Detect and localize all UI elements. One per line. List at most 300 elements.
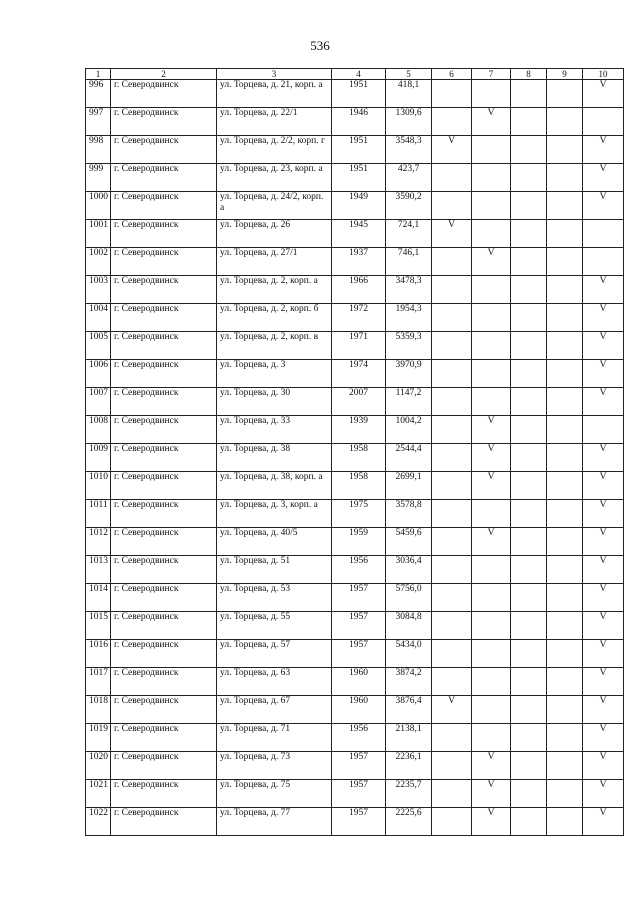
- row-number: 1017: [86, 668, 111, 696]
- city-cell: г. Северодвинск: [111, 556, 217, 584]
- column-9-mark: [547, 612, 583, 640]
- column-header: 7: [472, 69, 511, 80]
- table-row: [86, 192, 624, 220]
- table-row: [86, 444, 624, 472]
- area-cell: 1954,3: [386, 304, 432, 332]
- table-row: [86, 276, 624, 304]
- column-8-mark: [511, 528, 547, 556]
- column-7-mark: [472, 668, 511, 696]
- row-number: 1009: [86, 444, 111, 472]
- column-6-mark: [432, 164, 472, 192]
- column-9-mark: [547, 332, 583, 360]
- column-6-mark: [432, 752, 472, 780]
- area-cell: 3970,9: [386, 360, 432, 388]
- column-8-mark: [511, 612, 547, 640]
- column-10-mark: V: [583, 556, 624, 584]
- area-cell: 423,7: [386, 164, 432, 192]
- column-7-mark: [472, 136, 511, 164]
- table-row: [86, 360, 624, 388]
- column-9-mark: [547, 724, 583, 752]
- column-9-mark: [547, 416, 583, 444]
- year-cell: 1958: [332, 444, 386, 472]
- row-number: 1016: [86, 640, 111, 668]
- column-7-mark: V: [472, 248, 511, 276]
- address-cell: ул. Торцева, д. 57: [217, 640, 332, 668]
- address-cell: ул. Торцева, д. 21, корп. а: [217, 80, 332, 108]
- row-number: 1019: [86, 724, 111, 752]
- column-10-mark: [583, 220, 624, 248]
- column-8-mark: [511, 640, 547, 668]
- column-7-mark: [472, 724, 511, 752]
- table-row: [86, 388, 624, 416]
- column-9-mark: [547, 192, 583, 220]
- year-cell: 1957: [332, 808, 386, 836]
- table-row: [86, 500, 624, 528]
- year-cell: 1945: [332, 220, 386, 248]
- year-cell: 1949: [332, 192, 386, 220]
- column-9-mark: [547, 164, 583, 192]
- row-number: 1007: [86, 388, 111, 416]
- row-number: 1013: [86, 556, 111, 584]
- city-cell: г. Северодвинск: [111, 528, 217, 556]
- area-cell: 3876,4: [386, 696, 432, 724]
- column-7-mark: V: [472, 472, 511, 500]
- column-7-mark: [472, 612, 511, 640]
- column-9-mark: [547, 808, 583, 836]
- address-cell: ул. Торцева, д. 53: [217, 584, 332, 612]
- year-cell: 1960: [332, 696, 386, 724]
- column-7-mark: [472, 556, 511, 584]
- table-row: [86, 80, 624, 108]
- year-cell: 1966: [332, 276, 386, 304]
- address-cell: ул. Торцева, д. 71: [217, 724, 332, 752]
- city-cell: г. Северодвинск: [111, 444, 217, 472]
- area-cell: 5434,0: [386, 640, 432, 668]
- column-header: 6: [432, 69, 472, 80]
- column-header: 10: [583, 69, 624, 80]
- table-row: [86, 472, 624, 500]
- column-8-mark: [511, 500, 547, 528]
- table-row: [86, 248, 624, 276]
- city-cell: г. Северодвинск: [111, 612, 217, 640]
- header-row: [86, 69, 624, 80]
- area-cell: 2138,1: [386, 724, 432, 752]
- column-8-mark: [511, 808, 547, 836]
- area-cell: 1004,2: [386, 416, 432, 444]
- year-cell: 1951: [332, 80, 386, 108]
- row-number: 998: [86, 136, 111, 164]
- city-cell: г. Северодвинск: [111, 220, 217, 248]
- column-8-mark: [511, 696, 547, 724]
- area-cell: 1309,6: [386, 108, 432, 136]
- column-8-mark: [511, 136, 547, 164]
- column-9-mark: [547, 780, 583, 808]
- column-8-mark: [511, 80, 547, 108]
- column-8-mark: [511, 360, 547, 388]
- column-10-mark: [583, 108, 624, 136]
- column-6-mark: [432, 444, 472, 472]
- column-8-mark: [511, 444, 547, 472]
- column-10-mark: [583, 416, 624, 444]
- area-cell: 3548,3: [386, 136, 432, 164]
- column-10-mark: V: [583, 444, 624, 472]
- row-number: 999: [86, 164, 111, 192]
- address-cell: ул. Торцева, д. 51: [217, 556, 332, 584]
- area-cell: 2225,6: [386, 808, 432, 836]
- table-row: [86, 696, 624, 724]
- column-6-mark: [432, 528, 472, 556]
- column-7-mark: [472, 500, 511, 528]
- year-cell: 1946: [332, 108, 386, 136]
- column-7-mark: V: [472, 780, 511, 808]
- column-10-mark: V: [583, 752, 624, 780]
- column-7-mark: V: [472, 752, 511, 780]
- area-cell: 3590,2: [386, 192, 432, 220]
- column-10-mark: V: [583, 528, 624, 556]
- column-10-mark: V: [583, 500, 624, 528]
- row-number: 1021: [86, 780, 111, 808]
- column-7-mark: [472, 696, 511, 724]
- year-cell: 1959: [332, 528, 386, 556]
- column-6-mark: [432, 612, 472, 640]
- year-cell: 1957: [332, 640, 386, 668]
- column-7-mark: [472, 304, 511, 332]
- column-9-mark: [547, 668, 583, 696]
- column-10-mark: V: [583, 696, 624, 724]
- row-number: 1005: [86, 332, 111, 360]
- column-7-mark: [472, 220, 511, 248]
- column-10-mark: V: [583, 332, 624, 360]
- area-cell: 2235,7: [386, 780, 432, 808]
- year-cell: 1971: [332, 332, 386, 360]
- year-cell: 1951: [332, 136, 386, 164]
- address-cell: ул. Торцева, д. 30: [217, 388, 332, 416]
- address-cell: ул. Торцева, д. 24/2, корп. а: [217, 192, 332, 220]
- column-9-mark: [547, 80, 583, 108]
- column-7-mark: [472, 584, 511, 612]
- year-cell: 1975: [332, 500, 386, 528]
- city-cell: г. Северодвинск: [111, 360, 217, 388]
- column-10-mark: V: [583, 724, 624, 752]
- column-8-mark: [511, 108, 547, 136]
- row-number: 1012: [86, 528, 111, 556]
- area-cell: 746,1: [386, 248, 432, 276]
- row-number: 1011: [86, 500, 111, 528]
- column-8-mark: [511, 416, 547, 444]
- column-10-mark: V: [583, 808, 624, 836]
- column-8-mark: [511, 556, 547, 584]
- column-6-mark: [432, 276, 472, 304]
- column-6-mark: [432, 80, 472, 108]
- area-cell: 724,1: [386, 220, 432, 248]
- address-cell: ул. Торцева, д. 23, корп. а: [217, 164, 332, 192]
- column-9-mark: [547, 752, 583, 780]
- city-cell: г. Северодвинск: [111, 696, 217, 724]
- column-9-mark: [547, 220, 583, 248]
- column-9-mark: [547, 696, 583, 724]
- area-cell: 3478,3: [386, 276, 432, 304]
- registry-table: [85, 68, 624, 836]
- area-cell: 5756,0: [386, 584, 432, 612]
- column-7-mark: [472, 640, 511, 668]
- column-10-mark: V: [583, 668, 624, 696]
- column-header: 9: [547, 69, 583, 80]
- column-7-mark: [472, 80, 511, 108]
- city-cell: г. Северодвинск: [111, 304, 217, 332]
- city-cell: г. Северодвинск: [111, 584, 217, 612]
- column-8-mark: [511, 752, 547, 780]
- column-10-mark: V: [583, 304, 624, 332]
- column-7-mark: V: [472, 108, 511, 136]
- city-cell: г. Северодвинск: [111, 752, 217, 780]
- year-cell: 1951: [332, 164, 386, 192]
- year-cell: 1937: [332, 248, 386, 276]
- city-cell: г. Северодвинск: [111, 136, 217, 164]
- column-6-mark: [432, 780, 472, 808]
- row-number: 1001: [86, 220, 111, 248]
- area-cell: 3084,8: [386, 612, 432, 640]
- address-cell: ул. Торцева, д. 2, корп. в: [217, 332, 332, 360]
- column-8-mark: [511, 248, 547, 276]
- address-cell: ул. Торцева, д. 67: [217, 696, 332, 724]
- column-6-mark: [432, 304, 472, 332]
- table-row: [86, 416, 624, 444]
- table-row: [86, 108, 624, 136]
- table-row: [86, 808, 624, 836]
- address-cell: ул. Торцева, д. 33: [217, 416, 332, 444]
- column-header: 4: [332, 69, 386, 80]
- row-number: 1004: [86, 304, 111, 332]
- column-10-mark: V: [583, 780, 624, 808]
- column-6-mark: V: [432, 220, 472, 248]
- column-9-mark: [547, 276, 583, 304]
- area-cell: 2236,1: [386, 752, 432, 780]
- column-6-mark: [432, 332, 472, 360]
- year-cell: 1974: [332, 360, 386, 388]
- column-9-mark: [547, 556, 583, 584]
- row-number: 1015: [86, 612, 111, 640]
- city-cell: г. Северодвинск: [111, 780, 217, 808]
- address-cell: ул. Торцева, д. 40/5: [217, 528, 332, 556]
- column-9-mark: [547, 444, 583, 472]
- table-row: [86, 668, 624, 696]
- column-6-mark: [432, 472, 472, 500]
- column-6-mark: [432, 500, 472, 528]
- city-cell: г. Северодвинск: [111, 388, 217, 416]
- column-header: 1: [86, 69, 111, 80]
- column-9-mark: [547, 248, 583, 276]
- column-9-mark: [547, 472, 583, 500]
- table-row: [86, 752, 624, 780]
- area-cell: 5459,6: [386, 528, 432, 556]
- table-row: [86, 164, 624, 192]
- column-8-mark: [511, 304, 547, 332]
- year-cell: 1957: [332, 612, 386, 640]
- address-cell: ул. Торцева, д. 26: [217, 220, 332, 248]
- column-10-mark: V: [583, 136, 624, 164]
- page-number: 536: [310, 38, 330, 53]
- column-9-mark: [547, 584, 583, 612]
- table-row: [86, 332, 624, 360]
- city-cell: г. Северодвинск: [111, 724, 217, 752]
- column-6-mark: [432, 108, 472, 136]
- city-cell: г. Северодвинск: [111, 192, 217, 220]
- table-row: [86, 584, 624, 612]
- address-cell: ул. Торцева, д. 3: [217, 360, 332, 388]
- row-number: 1020: [86, 752, 111, 780]
- column-6-mark: V: [432, 136, 472, 164]
- city-cell: г. Северодвинск: [111, 808, 217, 836]
- year-cell: 1957: [332, 780, 386, 808]
- row-number: 1006: [86, 360, 111, 388]
- city-cell: г. Северодвинск: [111, 500, 217, 528]
- column-7-mark: [472, 192, 511, 220]
- city-cell: г. Северодвинск: [111, 416, 217, 444]
- table-row: [86, 780, 624, 808]
- city-cell: г. Северодвинск: [111, 108, 217, 136]
- row-number: 1010: [86, 472, 111, 500]
- row-number: 1022: [86, 808, 111, 836]
- year-cell: 1956: [332, 724, 386, 752]
- table-row: [86, 220, 624, 248]
- column-8-mark: [511, 584, 547, 612]
- column-10-mark: V: [583, 80, 624, 108]
- city-cell: г. Северодвинск: [111, 276, 217, 304]
- row-number: 1018: [86, 696, 111, 724]
- column-header: 2: [111, 69, 217, 80]
- address-cell: ул. Торцева, д. 38: [217, 444, 332, 472]
- address-cell: ул. Торцева, д. 27/1: [217, 248, 332, 276]
- column-10-mark: V: [583, 584, 624, 612]
- column-10-mark: V: [583, 640, 624, 668]
- column-10-mark: V: [583, 388, 624, 416]
- address-cell: ул. Торцева, д. 22/1: [217, 108, 332, 136]
- column-7-mark: V: [472, 444, 511, 472]
- column-8-mark: [511, 472, 547, 500]
- column-9-mark: [547, 136, 583, 164]
- column-7-mark: [472, 164, 511, 192]
- city-cell: г. Северодвинск: [111, 668, 217, 696]
- column-6-mark: [432, 640, 472, 668]
- row-number: 1000: [86, 192, 111, 220]
- column-6-mark: [432, 416, 472, 444]
- column-8-mark: [511, 276, 547, 304]
- column-9-mark: [547, 528, 583, 556]
- column-8-mark: [511, 668, 547, 696]
- area-cell: 2699,1: [386, 472, 432, 500]
- column-6-mark: [432, 584, 472, 612]
- column-6-mark: [432, 248, 472, 276]
- table-row: [86, 640, 624, 668]
- year-cell: 1972: [332, 304, 386, 332]
- table-row: [86, 724, 624, 752]
- city-cell: г. Северодвинск: [111, 472, 217, 500]
- area-cell: 3874,2: [386, 668, 432, 696]
- address-cell: ул. Торцева, д. 2, корп. а: [217, 276, 332, 304]
- column-9-mark: [547, 108, 583, 136]
- address-cell: ул. Торцева, д. 73: [217, 752, 332, 780]
- column-7-mark: V: [472, 528, 511, 556]
- area-cell: 3578,8: [386, 500, 432, 528]
- row-number: 1002: [86, 248, 111, 276]
- column-9-mark: [547, 640, 583, 668]
- column-6-mark: [432, 556, 472, 584]
- city-cell: г. Северодвинск: [111, 640, 217, 668]
- column-6-mark: [432, 388, 472, 416]
- column-6-mark: [432, 360, 472, 388]
- column-10-mark: V: [583, 612, 624, 640]
- column-10-mark: V: [583, 276, 624, 304]
- column-7-mark: V: [472, 808, 511, 836]
- column-8-mark: [511, 388, 547, 416]
- column-header: 8: [511, 69, 547, 80]
- area-cell: 3036,4: [386, 556, 432, 584]
- column-8-mark: [511, 780, 547, 808]
- column-7-mark: [472, 388, 511, 416]
- table-row: [86, 556, 624, 584]
- column-9-mark: [547, 304, 583, 332]
- address-cell: ул. Торцева, д. 75: [217, 780, 332, 808]
- column-9-mark: [547, 388, 583, 416]
- column-7-mark: [472, 360, 511, 388]
- year-cell: 1957: [332, 584, 386, 612]
- row-number: 1008: [86, 416, 111, 444]
- column-8-mark: [511, 164, 547, 192]
- year-cell: 1939: [332, 416, 386, 444]
- column-6-mark: V: [432, 696, 472, 724]
- column-7-mark: [472, 332, 511, 360]
- column-6-mark: [432, 192, 472, 220]
- column-9-mark: [547, 500, 583, 528]
- column-6-mark: [432, 808, 472, 836]
- column-9-mark: [547, 360, 583, 388]
- city-cell: г. Северодвинск: [111, 80, 217, 108]
- address-cell: ул. Торцева, д. 77: [217, 808, 332, 836]
- address-cell: ул. Торцева, д. 55: [217, 612, 332, 640]
- table-row: [86, 612, 624, 640]
- address-cell: ул. Торцева, д. 63: [217, 668, 332, 696]
- column-10-mark: [583, 248, 624, 276]
- row-number: 996: [86, 80, 111, 108]
- column-8-mark: [511, 724, 547, 752]
- column-8-mark: [511, 332, 547, 360]
- column-10-mark: V: [583, 360, 624, 388]
- column-10-mark: V: [583, 164, 624, 192]
- table-row: [86, 528, 624, 556]
- address-cell: ул. Торцева, д. 3, корп. а: [217, 500, 332, 528]
- row-number: 997: [86, 108, 111, 136]
- city-cell: г. Северодвинск: [111, 332, 217, 360]
- year-cell: 1960: [332, 668, 386, 696]
- column-8-mark: [511, 192, 547, 220]
- column-10-mark: V: [583, 192, 624, 220]
- area-cell: 418,1: [386, 80, 432, 108]
- row-number: 1003: [86, 276, 111, 304]
- address-cell: ул. Торцева, д. 2/2, корп. г: [217, 136, 332, 164]
- address-cell: ул. Торцева, д. 2, корп. б: [217, 304, 332, 332]
- address-cell: ул. Торцева, д. 38, корп. а: [217, 472, 332, 500]
- row-number: 1014: [86, 584, 111, 612]
- city-cell: г. Северодвинск: [111, 248, 217, 276]
- city-cell: г. Северодвинск: [111, 164, 217, 192]
- column-7-mark: [472, 276, 511, 304]
- column-header: 5: [386, 69, 432, 80]
- year-cell: 1958: [332, 472, 386, 500]
- year-cell: 1957: [332, 752, 386, 780]
- column-7-mark: V: [472, 416, 511, 444]
- column-8-mark: [511, 220, 547, 248]
- year-cell: 2007: [332, 388, 386, 416]
